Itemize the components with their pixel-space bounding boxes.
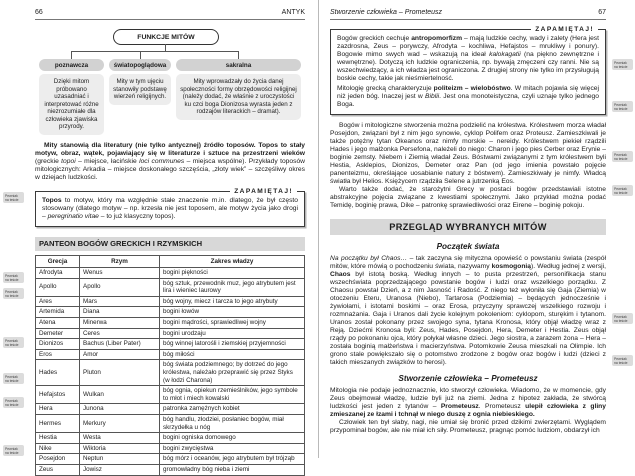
diagram-connector-drop (238, 52, 239, 59)
table-cell: Afrodyta (36, 268, 80, 279)
table-cell: bóg świata podziemnego; by dotrzeć do jego królestwa, należało przeprawić się przez Styks (w łodzi Charona) (160, 360, 305, 386)
remember-box-gods (330, 26, 606, 115)
diagram-columns (39, 52, 305, 135)
margin-tab (3, 192, 24, 203)
table-cell: Wenus (80, 268, 160, 279)
remember-box-text: Mitologię grecką charakteryzuje politeizm – wielobóstwo. W mitach pojawia się więcej niż jeden bóg. Inaczej jest w Biblii. Jest ona monoteistyczna, czyli uznaje tylko jednego Boga. (337, 85, 599, 108)
header-rule (330, 19, 606, 20)
table-cell: Dionizos (36, 339, 80, 350)
world-origin-paragraph: Na początku był Chaos… – tak zaczyna się mityczna opowieść o powstaniu świata (zespół mitów, które mówią o pochodzeniu świata, nazywamy kosmogonią). Według jednej z wersji, Chaos był istotą boską. Według innych – to pusta przestrzeń, personifikacja stanu wszechświata poprzedzającego powstanie bogów i ludzi oraz wszelkiego porządku. Z Chaosu powstał Dzień, a z nim Jasność i Radość. Z niego też wyłoniła się Gaja (Ziemia) w otoczeniu Eteru, Uranosa (Niebo), Tartarosa (Podziemia) – będących jednocześnie i żywiołami, i istotami boskimi – oraz Erosa, przyczyny sprawczej wszelkiego rozwoju i rozmnażania. Gaja i Uranos dali życie kolejnym pokoleniom: cyklopom, sturękim i tytanom. Uranos został pokonany przez swojego syna, tytana Kronosa, który objął władzę wraz z Reją. Dziećmi Kronosa byli: Zeus, Hades, Posejdon, Hera, Demeter i Hestia. Zeus objął rządy po pokonaniu ojca, który połykał własne dzieci. Jego siostra, a zarazem żona – Hera – została boginią małżeństwa i macierzyństwa. Potomkowie Zeusa mieszkali na Olimpie. Ich grono stale powiększało się o potomstwo zrodzone z bogów oraz bogów i ludzi (dzieci z takich mieszanych związków to herosi). (330, 255, 606, 366)
margin-tab-label: na teście (614, 156, 628, 161)
margin-tab (612, 101, 633, 112)
margin-tab (612, 355, 633, 366)
table-cell: Apollo (80, 278, 160, 296)
diagram-connector-bar (71, 51, 239, 52)
table-cell: bóg winnej latorośli i ziemskiej przyjemności (160, 339, 305, 350)
diagram-node-description: Mity w tym ujęciu stanowiły podstawę wierzeń religijnych. (109, 74, 171, 105)
table-row (36, 328, 305, 339)
diagram-column-poznawcza (39, 52, 104, 135)
table-cell: Diana (80, 307, 160, 318)
table-cell: Hera (36, 404, 80, 415)
table-cell: bogini mądrości, sprawiedliwej wojny (160, 318, 305, 329)
table-cell: Hefajstos (36, 386, 80, 404)
table-row (36, 415, 305, 433)
table-cell: bóg handlu, złodziei, posłaniec bogów, miał skrzydełka u nóg (160, 415, 305, 433)
table-cell: Jowisz (80, 464, 160, 475)
margin-tab-label: na teście (614, 106, 628, 111)
diagram-connector-drop (71, 52, 72, 59)
margin-tab-label: Pewniak (614, 356, 627, 361)
remember-box-label: ZAPAMIĘTAJ! (531, 26, 598, 33)
column-header-grecja: Grecja (36, 255, 80, 268)
prometheus-paragraph: Mitologia nie podaje jednoznacznie, kto stworzył człowieka. Wiadomo, że w momencie, gdy Zeus obejmował władzę, ludzie byli już na ziemi. Jedna z hipotez zakłada, że stwórcą ludzkości jest jeden z tytanów – Prometeusz. Prometeusz ulepił człowieka z gliny zmieszanej ze łzami i tchnął w niego duszę z ognia niebieskiego. (330, 387, 606, 418)
column-header-rzym: Rzym (80, 255, 160, 268)
page-number: 67 (598, 9, 606, 16)
table-cell: Wiktoria (80, 443, 160, 454)
margin-tab-label: Pewniak (614, 186, 627, 191)
table-cell: bóg wojny, miecz i tarcza to jego atrybuty (160, 296, 305, 307)
table-row (36, 404, 305, 415)
table-row (36, 278, 305, 296)
margin-tab-label: Pewniak (614, 314, 627, 319)
table-cell: Hades (36, 360, 80, 386)
margin-tab (3, 445, 24, 456)
table-cell: bogini ogniska domowego (160, 433, 305, 444)
remember-box-text: Topos to motyw, który ma względnie stałe znaczenie m.in. dlatego, że był często stosowany (dlatego motyw – np. krzesła nie jest toposem, ale motyw życia jako drogi – peregrinatio vitae – to już klasyczny topos). (42, 196, 298, 220)
topos-paragraph: Mity stanowią dla literatury (nie tylko antycznej) źródło toposów. Topos to stały motyw, obraz, wątek, pojawiający się w literaturze i sztuce na przestrzeni wieków (greckie topoi – miejsce, łacińskie loci communes – miejsca wspólne). Przykłady toposów mitologicznych: Arkadia – miejsce doskonałego szczęścia, „złoty wiek” – szczęśliwy okres w dziejach ludzkości. (35, 141, 305, 181)
margin-tab (3, 397, 24, 408)
page-left (35, 0, 305, 476)
table-cell: Zeus (36, 464, 80, 475)
margin-tab (3, 373, 24, 384)
page-header (35, 0, 305, 16)
table-cell: Hestia (36, 433, 80, 444)
table-cell: bogini łowów (160, 307, 305, 318)
column-header-zakres-wladzy: Zakres władzy (160, 255, 305, 268)
margin-tab-label: Pewniak (614, 60, 627, 65)
table-cell: Eros (36, 349, 80, 360)
remember-box-text: Bogów greckich cechuje antropomorfizm – mają ludzkie cechy, wady i zalety (Hera jest zazdrosna, Zeus – porywczy, Afrodyta – kochliwa, Hefajstos – mrukliwy i ponury). Bogowie mimo swych wad – wskazują na ideał kalokagatii (na piękno zewnętrzne i wewnętrzne). Dotyczą ich ludzkie ograniczenia, np. bywają zmęczeni czy ranni. Nie są wszechwiedzący, a ich władza jest ograniczona. Z drugiej strony nie tylko im przysługują boskie cechy, takie jak nieśmiertelność. (337, 35, 599, 82)
table-cell: bóg mórz i oceanów, jego atrybutem był trójząb (160, 454, 305, 465)
table-row (36, 296, 305, 307)
margin-tab-label: Pewniak (5, 398, 18, 403)
table-row (36, 318, 305, 329)
margin-tab (612, 313, 633, 324)
table-cell: Ares (36, 296, 80, 307)
page-header (330, 0, 606, 16)
table-cell: Hermes (36, 415, 80, 433)
table-row (36, 349, 305, 360)
table-cell: Pluton (80, 360, 160, 386)
margin-tab-label: na teście (5, 197, 19, 202)
table-cell: bóg ognia, opiekun rzemieślników, jego symbole to młot i miech kowalski (160, 386, 305, 404)
table-cell: patronka zamężnych kobiet (160, 404, 305, 415)
margin-tab-label: Pewniak (5, 446, 18, 451)
page-fold-divider (318, 0, 319, 458)
margin-tab-label: Pewniak (614, 152, 627, 157)
table-cell: bóg miłości (160, 349, 305, 360)
functions-of-myths-diagram (35, 29, 305, 135)
margin-tab-label: na teście (614, 318, 628, 323)
diagram-connector-stem (165, 44, 166, 51)
margin-tab-label: na teście (5, 378, 19, 383)
table-cell: Mars (80, 296, 160, 307)
margin-tab (3, 288, 24, 299)
page-right (330, 0, 606, 435)
diagram-node-label: sakralna (176, 59, 301, 71)
diagram-title: FUNKCJE MITÓW (113, 29, 219, 45)
table-cell: Wulkan (80, 386, 160, 404)
table-cell: Minerwa (80, 318, 160, 329)
margin-tab (612, 59, 633, 70)
pantheon-table-body (36, 268, 305, 475)
margin-tab (612, 151, 633, 162)
subheading-poczatek-swiata: Początek świata (436, 242, 500, 251)
margin-tab-label: na teście (5, 342, 19, 347)
table-row (36, 268, 305, 279)
table-cell: Ceres (80, 328, 160, 339)
running-head: Stworzenie człowieka – Prometeusz (330, 9, 443, 16)
margin-tab-label: na teście (614, 190, 628, 195)
table-cell: Demeter (36, 328, 80, 339)
table-cell: Bachus (Liber Pater) (80, 339, 160, 350)
margin-tab (612, 185, 633, 196)
prometheus-paragraph-2: Człowiek ten był słaby, nagi, nie umiał się bronić przed dzikimi zwierzętami. Wyglądem przypominał bogów, ale nie miał ich siły. Prometeusz, pragnąc pomóc ludziom, obdarzył ich (330, 419, 606, 434)
diagram-node-description: Mity wprowadzały do życia danej społeczności formy obrzędowości religijnej (należy dodać, że właśnie z uroczystości ku czci boga Dionizosa wyrasta jeden z rodzajów literackich – dramat). (176, 74, 301, 120)
diagram-connector-drop (140, 52, 141, 59)
margin-tab-label: na teście (5, 277, 19, 282)
table-row (36, 339, 305, 350)
running-head: ANTYK (281, 9, 305, 16)
diagram-node-label: poznawcza (39, 59, 104, 71)
margin-tab-label: na teście (614, 64, 628, 69)
table-row (36, 386, 305, 404)
margin-tab-label: Pewniak (5, 193, 18, 198)
diagram-column-sakralna (176, 52, 301, 135)
table-cell: bogini piękności (160, 268, 305, 279)
table-cell: Junona (80, 404, 160, 415)
table-cell: Neptun (80, 454, 160, 465)
abstract-concepts-paragraph: Warto także dodać, że starożytni Grecy w postaci bogów przedstawiali istotne abstrakcyjne pojęcia związane z kwestiami społecznymi. Jako przykład można podać Temidę, boginię prawa, Dike – patronkę sprawiedliwości oraz Eirene – boginię pokoju. (330, 186, 606, 209)
margin-tab (3, 337, 24, 348)
table-cell: gromowładny bóg nieba i ziemi (160, 464, 305, 475)
margin-tab-label: na teście (614, 360, 628, 365)
pantheon-table (35, 255, 305, 476)
diagram-node-label: światopoglądowa (109, 59, 171, 71)
remember-box-topos (35, 187, 305, 227)
margin-tab-label: Pewniak (5, 273, 18, 278)
table-cell: Posejdon (36, 454, 80, 465)
table-cell: bogini zwycięstwa (160, 443, 305, 454)
table-row (36, 360, 305, 386)
table-row (36, 307, 305, 318)
table-row (36, 433, 305, 444)
table-cell: Artemida (36, 307, 80, 318)
margin-tab-label: Pewniak (5, 374, 18, 379)
margin-tab-label: Pewniak (5, 338, 18, 343)
remember-box-label: ZAPAMIĘTAJ! (230, 188, 297, 195)
table-header-row (36, 255, 305, 268)
table-cell: Nike (36, 443, 80, 454)
table-cell: bogini urodzaju (160, 328, 305, 339)
table-cell: Merkury (80, 415, 160, 433)
header-rule (35, 19, 305, 20)
table-cell: bóg sztuk, przewodnik muz, jego atrybutem jest lira i wieniec laurowy (160, 278, 305, 296)
subheading-stworzenie-czlowieka: Stworzenie człowieka – Prometeusz (398, 374, 538, 383)
table-cell: Atena (36, 318, 80, 329)
pantheon-section-title: PANTEON BOGÓW GRECKICH I RZYMSKICH (35, 237, 305, 251)
table-row (36, 464, 305, 475)
margin-tab (3, 272, 24, 283)
margin-tab-label: na teście (5, 293, 19, 298)
margin-tab-label: na teście (5, 450, 19, 455)
table-cell: Westa (80, 433, 160, 444)
table-row (36, 443, 305, 454)
margin-tab-label: Pewniak (5, 289, 18, 294)
table-cell: Amor (80, 349, 160, 360)
margin-tab-label: Pewniak (614, 102, 627, 107)
kingdoms-paragraph: Bogów i mitologiczne stworzenia można podzielić na królestwa. Królestwem morza władał Posejdon, związani był z nim jego synowie, cyklop Polifem oraz Proteusz. Zamieszkiwali je także potężny tytan Okeanos oraz nimfy morskie – nereidy. Królestwem piekieł rządzili Hades i jego małżonka Persefona, należeli do niego: Charon i jego pies Cerber oraz Erynie – boginie zemsty. Niebem i Ziemią władał Zeus. Bóstwami związanymi z tym królestwem byli Hestia, Asklepios, Dionizos, Demeter oraz Pan (od jego imienia powstało pojęcie panenteizmu, określające uosabianie natury z bóstwem). Zamieszkiwały je nimfy. Władcą światła był Helios. Księżycem rządziła Selene a jutrzenką Eos. (330, 122, 606, 185)
diagram-node-description: Dzięki mitom próbowano uzasadniać i interpretować różne niezrozumiałe dla człowieka zjawiska przyrody. (39, 74, 104, 135)
margin-tab-label: na teście (5, 402, 19, 407)
page-number: 66 (35, 9, 43, 16)
table-row (36, 454, 305, 465)
diagram-column-swiatopogladowa (109, 52, 171, 135)
myths-overview-section-title: PRZEGLĄD WYBRANYCH MITÓW (330, 219, 606, 235)
table-cell: Apollo (36, 278, 80, 296)
